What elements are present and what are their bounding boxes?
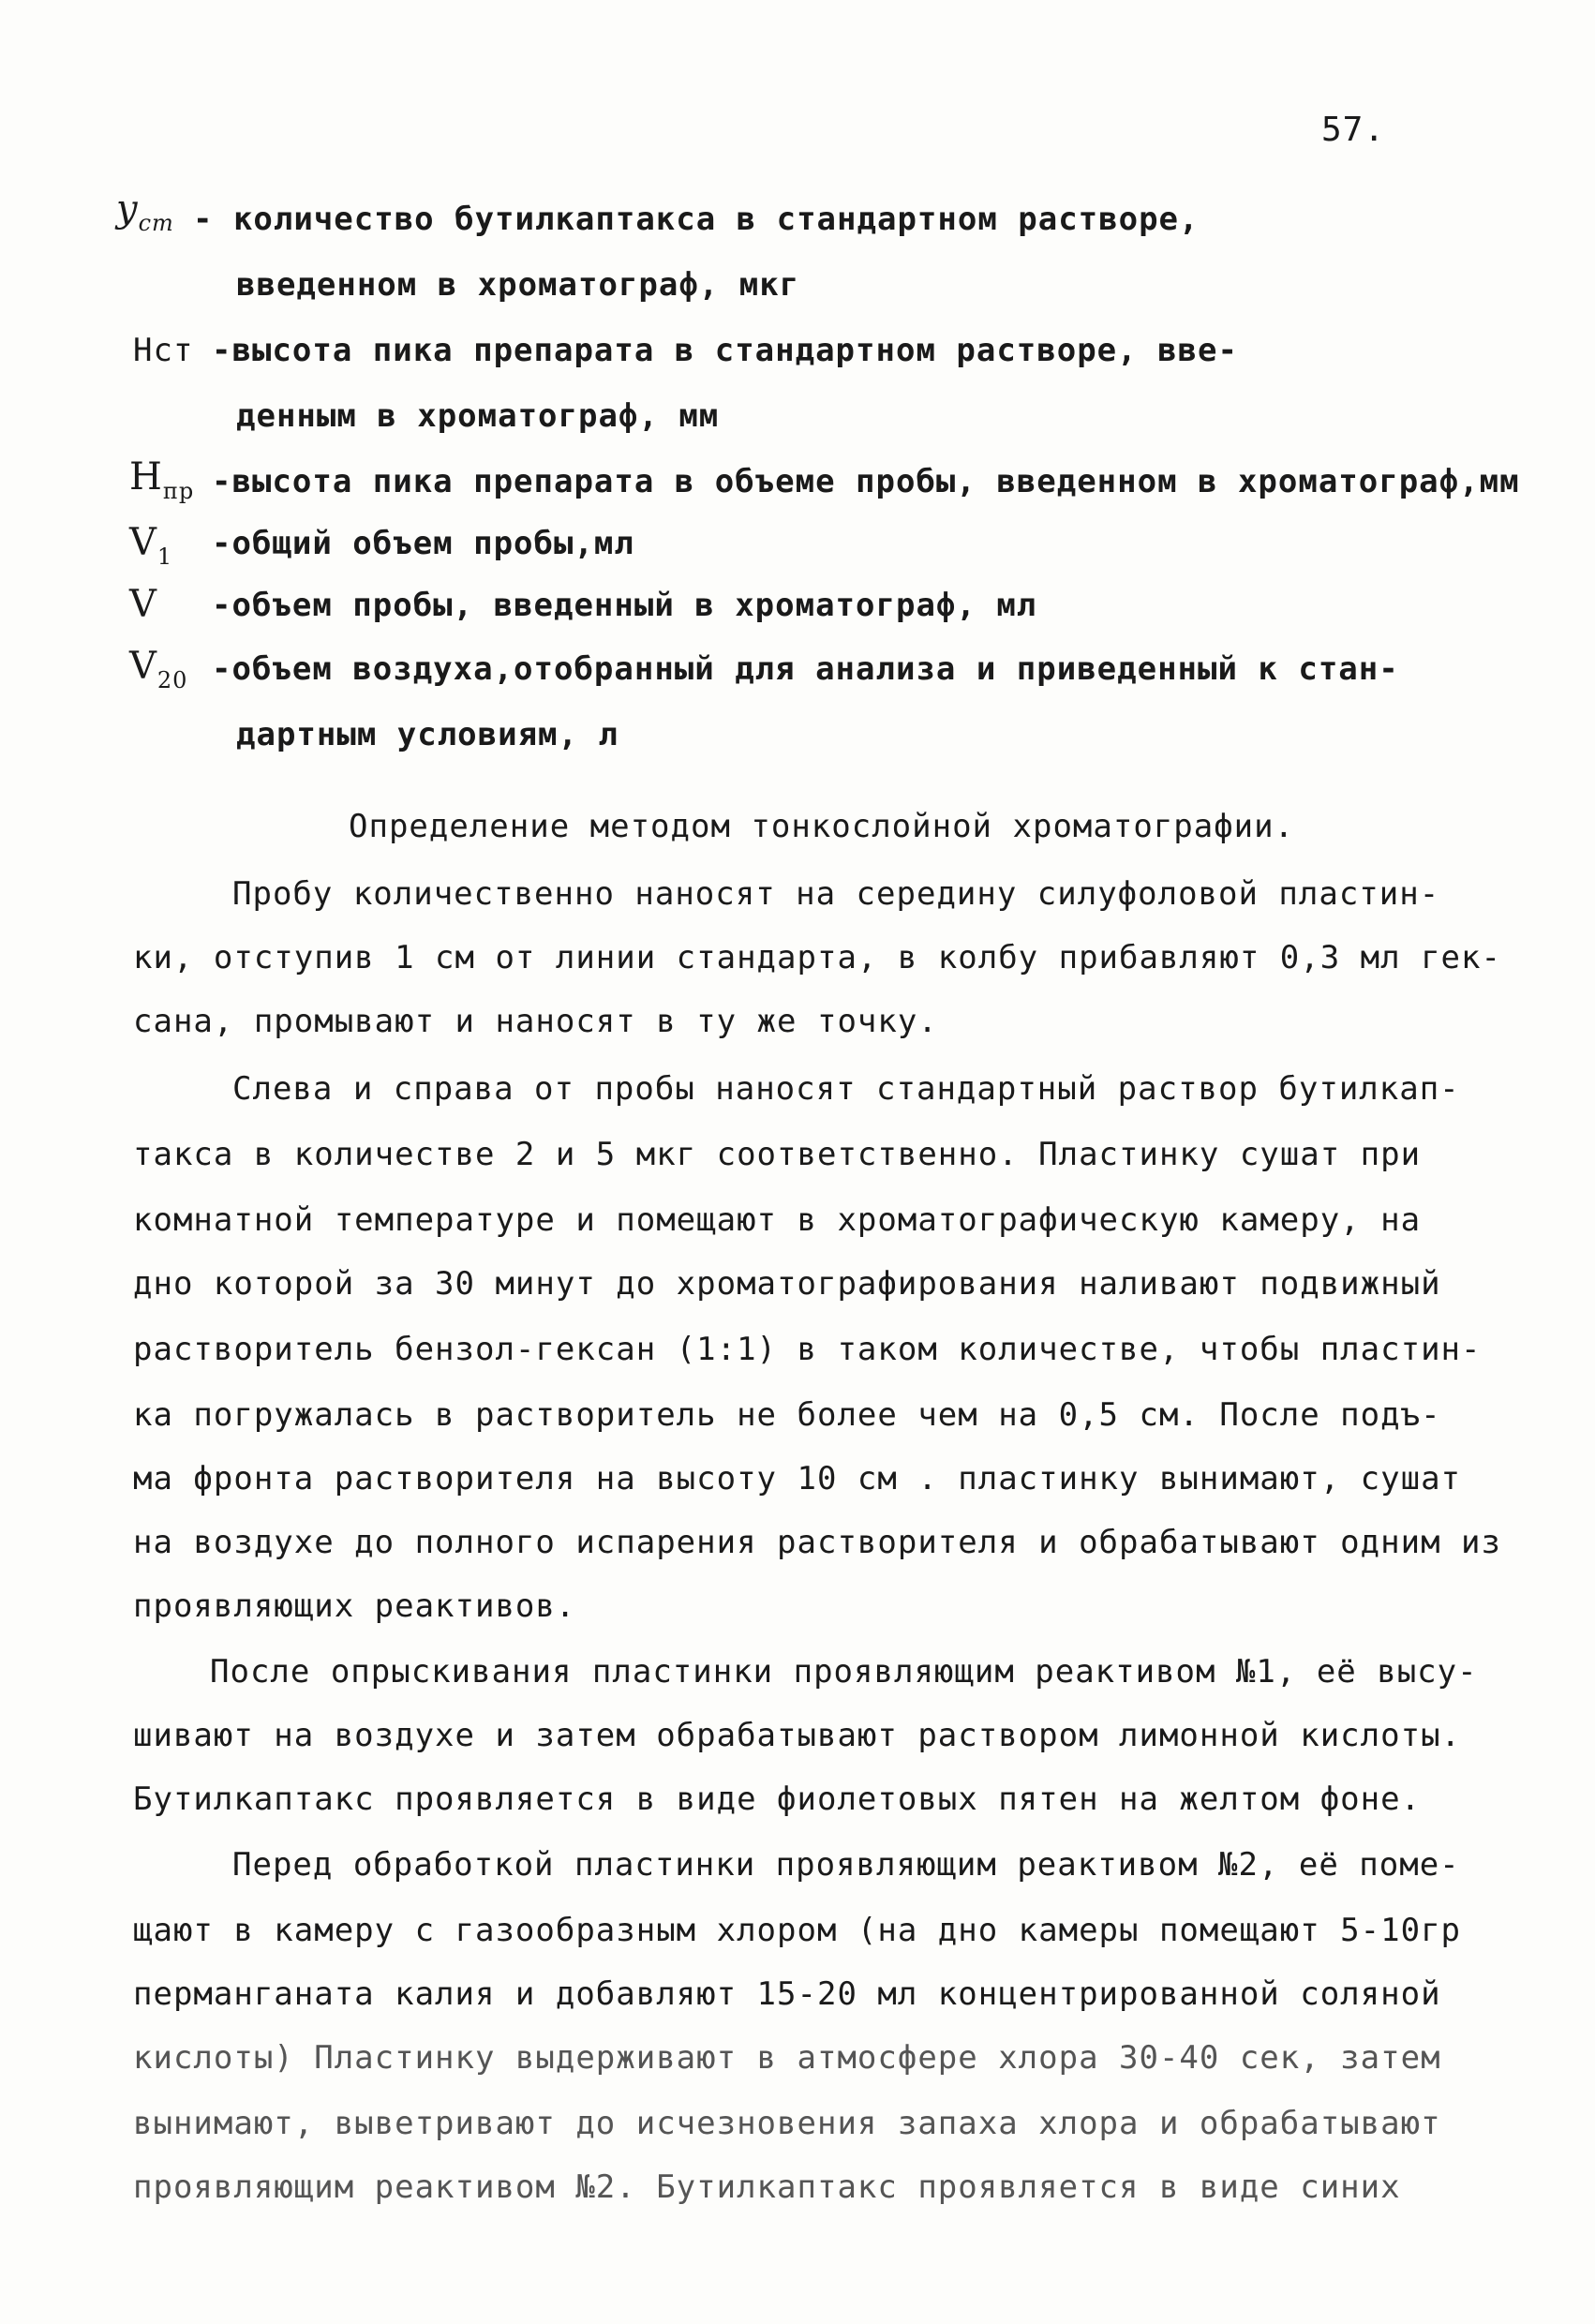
- body-line: дно которой за 30 минут до хроматографирования наливают подвижный: [133, 1265, 1441, 1303]
- definition-line: -высота пика препарата в стандартном растворе, вве-: [212, 332, 1238, 369]
- section-heading: Определение методом тонкослойной хроматографии.: [349, 808, 1295, 845]
- body-line: шивают на воздухе и затем обрабатывают раствором лимонной кислоты.: [133, 1717, 1462, 1754]
- body-line: Слева и справа от пробы наносят стандартный раствор бутилкап-: [232, 1070, 1460, 1108]
- definition-line: -высота пика препарата в объеме пробы, введенном в хроматограф,мм: [212, 463, 1520, 500]
- definition-line: -объем воздуха,отобранный для анализа и приведенный к стан-: [212, 650, 1399, 688]
- body-line: ка погружалась в растворитель не более чем на 0,5 см. После подъ-: [133, 1396, 1441, 1434]
- body-line: ма фронта растворителя на высоту 10 см . пластинку вынимают, сушат: [133, 1460, 1462, 1497]
- body-line: После опрыскивания пластинки проявляющим реактивом №1, её высу-: [210, 1653, 1478, 1691]
- body-line: сана, промывают и наносят в ту же точку.: [133, 1003, 938, 1040]
- body-line: Бутилкаптакс проявляется в виде фиолетовых пятен на желтом фоне.: [133, 1780, 1422, 1818]
- definition-line: -объем пробы, введенный в хроматограф, мл: [212, 587, 1037, 624]
- page-number: 57.: [1321, 111, 1386, 149]
- definition-line: дартным условиям, л: [236, 716, 619, 753]
- body-line: кислоты) Пластинку выдерживают в атмосфере хлора 30-40 сек, затем: [133, 2039, 1441, 2077]
- symbol-v20: $V_{20}$: [129, 645, 188, 693]
- body-line: вынимают, выветривают до исчезновения запаха хлора и обрабатывают: [133, 2105, 1441, 2142]
- body-line: щают в камеру с газообразным хлором (на дно камеры помещают 5-10гр: [133, 1912, 1462, 1949]
- body-line: перманганата калия и добавляют 15-20 мл концентрированной соляной: [133, 1975, 1441, 2013]
- body-line: проявляющим реактивом №2. Бутилкаптакс проявляется в виде синих: [133, 2168, 1401, 2206]
- body-line: такса в количестве 2 и 5 мкг соответственно. Пластинку сушат при: [133, 1136, 1422, 1173]
- body-line: комнатной температуре и помещают в хроматографическую камеру, на: [133, 1201, 1422, 1239]
- body-line: Пробу количественно наносят на середину силуфоловой пластин-: [232, 875, 1440, 913]
- definition-line: - количество бутилкаптакса в стандартном растворе,: [193, 201, 1200, 238]
- symbol-v: V: [129, 583, 157, 626]
- body-line: растворитель бензол-гексан (1:1) в таком количестве, чтобы пластин-: [133, 1331, 1482, 1368]
- symbol-v1: $V_1$: [129, 521, 173, 570]
- symbol-y-st: $y_{ст}$: [116, 187, 174, 236]
- symbol-h-st: Нст: [133, 332, 194, 369]
- body-line: Перед обработкой пластинки проявляющим реактивом №2, её поме-: [232, 1846, 1460, 1884]
- body-line: проявляющих реактивов.: [133, 1587, 576, 1625]
- symbol-h-pr: $Н_{пр}$: [129, 455, 195, 504]
- body-line: на воздухе до полного испарения растворителя и обрабатывают одним из: [133, 1524, 1501, 1561]
- definition-line: -общий объем пробы,мл: [212, 525, 634, 562]
- definition-line: денным в хроматограф, мм: [236, 397, 720, 435]
- body-line: ки, отступив 1 см от линии стандарта, в колбу прибавляют 0,3 мл гек-: [133, 939, 1501, 976]
- definition-line: введенном в хроматограф, мкг: [236, 266, 800, 304]
